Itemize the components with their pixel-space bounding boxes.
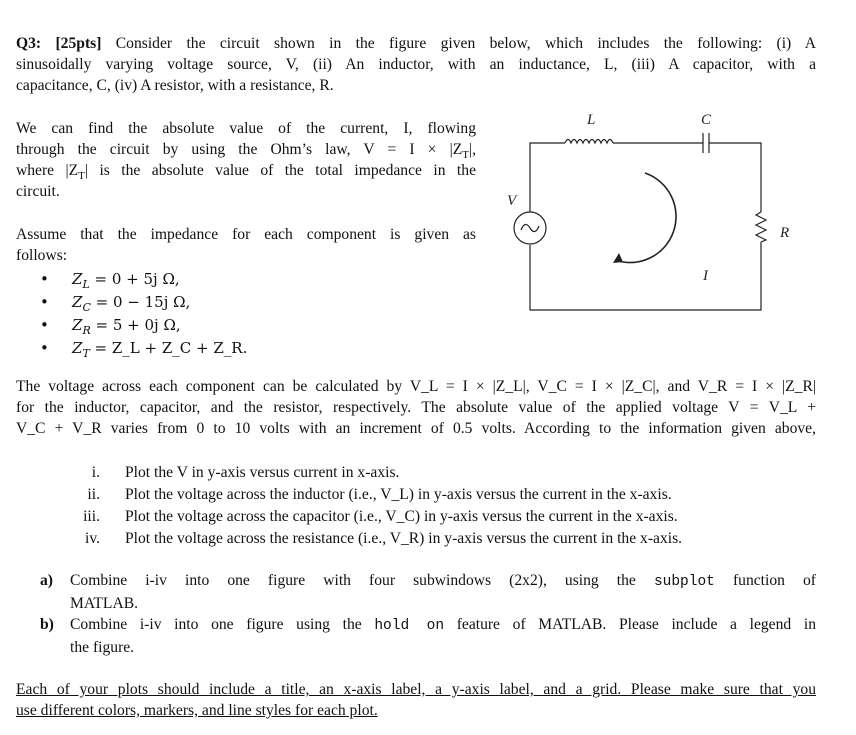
task-text: Plot the voltage across the resistance (i.e., V_R) in y-axis versus the current in the x-axis. [125,530,683,547]
ohm-line-3a: where |Z [16,162,79,179]
bullet-value: = Z_L + Z_C + Z_R. [89,339,248,357]
circuit-diagram [495,100,825,315]
label-I: I [703,268,708,284]
assume-line-1: Assume that the impedance for each component is given as [16,226,476,243]
task-text: Plot the voltage across the inductor (i.e., V_L) in y-axis versus the current in the x-axis. [125,486,672,503]
resistor-symbol [756,212,766,242]
task-number: iii. [83,508,100,525]
label-C: C [701,112,712,128]
ohm-line-3b: | is the absolute value of the total impedance in the [84,162,476,179]
ohm-line-2: through the circuit by using the Ohm’s law, V = I × |Z [16,141,463,158]
task-text: Plot the voltage across the capacitor (i.e., V_C) in y-axis versus the current in the x-axis. [125,508,678,525]
question-heading: Q3: [25pts] [16,35,102,52]
part-b-line-2: the figure. [70,639,135,656]
bullet-sub: T [82,347,90,360]
voltage-line-3: V_C + V_R varies from 0 to 10 volts with an increment of 0.5 volts. According to the information given above, [16,420,816,437]
task-number: i. [91,464,100,481]
part-b-text: Combine i-iv into one figure using the [70,616,362,633]
label-V: V [507,193,517,209]
intro-line-1: Consider the circuit shown in the figure given below, which includes the following: (i) A [115,35,817,52]
current-loop-arrow [615,173,676,263]
part-b-text-end: feature of MATLAB. Please include a legend in [456,616,816,633]
bullet-symbol: Z [72,293,83,311]
bullet-dot: • [40,339,49,357]
part-a-line-2: MATLAB. [70,595,139,612]
question-intro [16,33,816,96]
task-number: ii. [87,486,100,503]
part-a-label: a) [40,572,53,589]
part-a-text-end: function of [732,572,816,589]
footer-note [16,679,816,721]
wire-top-left [530,143,565,212]
arrow-head-icon [613,253,623,263]
bullet-dot: • [40,293,49,311]
ohm-line-3-sub: T [78,170,85,183]
bullet-value: = 0 − 15j Ω, [90,293,191,311]
part-a-text: Combine i-iv into one figure with four subwindows (2x2), using the [70,572,636,589]
assume-paragraph [16,224,476,266]
task-number: iv. [84,530,100,547]
bullet-sub: L [82,278,90,291]
ohm-line-2-end: |, [468,141,476,158]
bullet-value: = 5 + 0j Ω, [90,316,181,334]
ohm-paragraph [16,118,476,202]
inductor-symbol [565,140,613,144]
footer-line-1: Each of your plots should include a title, an x-axis label, a y-axis label, and a grid. Please make sure that you [16,681,816,698]
part-b-code: hold on [374,618,445,634]
bullet-symbol: Z [72,316,83,334]
voltage-paragraph [16,376,816,439]
part-b-label: b) [40,616,54,633]
label-R: R [780,225,790,241]
ohm-line-4: circuit. [16,183,60,200]
task-text: Plot the V in y-axis versus current in x-axis. [125,464,400,481]
wire-bottom [530,242,761,310]
bullet-dot: • [40,316,49,334]
footer-line-2: use different colors, markers, and line styles for each plot. [16,702,378,719]
bullet-symbol: Z [72,270,83,288]
ohm-line-1: We can find the absolute value of the current, I, flowing [16,120,476,137]
voltage-line-1: The voltage across each component can be calculated by V_L = I × |Z_L|, V_C = I × |Z_C|, and V_R = I × |Z_R| [16,378,816,395]
bullet-dot: • [40,270,49,288]
bullet-symbol: Z [72,339,83,357]
intro-line-2: sinusoidally varying voltage source, V, (ii) An inductor, with an inductance, L, (iii) A capacitor, with a [16,56,816,73]
ohm-line-2-sub: T [462,149,469,162]
assume-line-2: follows: [16,247,68,264]
wire-top-right [709,143,761,212]
sine-wave-icon [521,224,539,231]
part-a-code: subplot [653,574,715,590]
bullet-sub: R [82,324,91,337]
voltage-line-2: for the inductor, capacitor, and the resistor, respectively. The absolute value of the applied voltage V = V_L + [16,399,816,416]
bullet-value: = 0 + 5j Ω, [89,270,180,288]
bullet-sub: C [82,301,91,314]
label-L: L [587,112,596,128]
intro-line-3: capacitance, C, (iv) A resistor, with a resistance, R. [16,77,334,94]
